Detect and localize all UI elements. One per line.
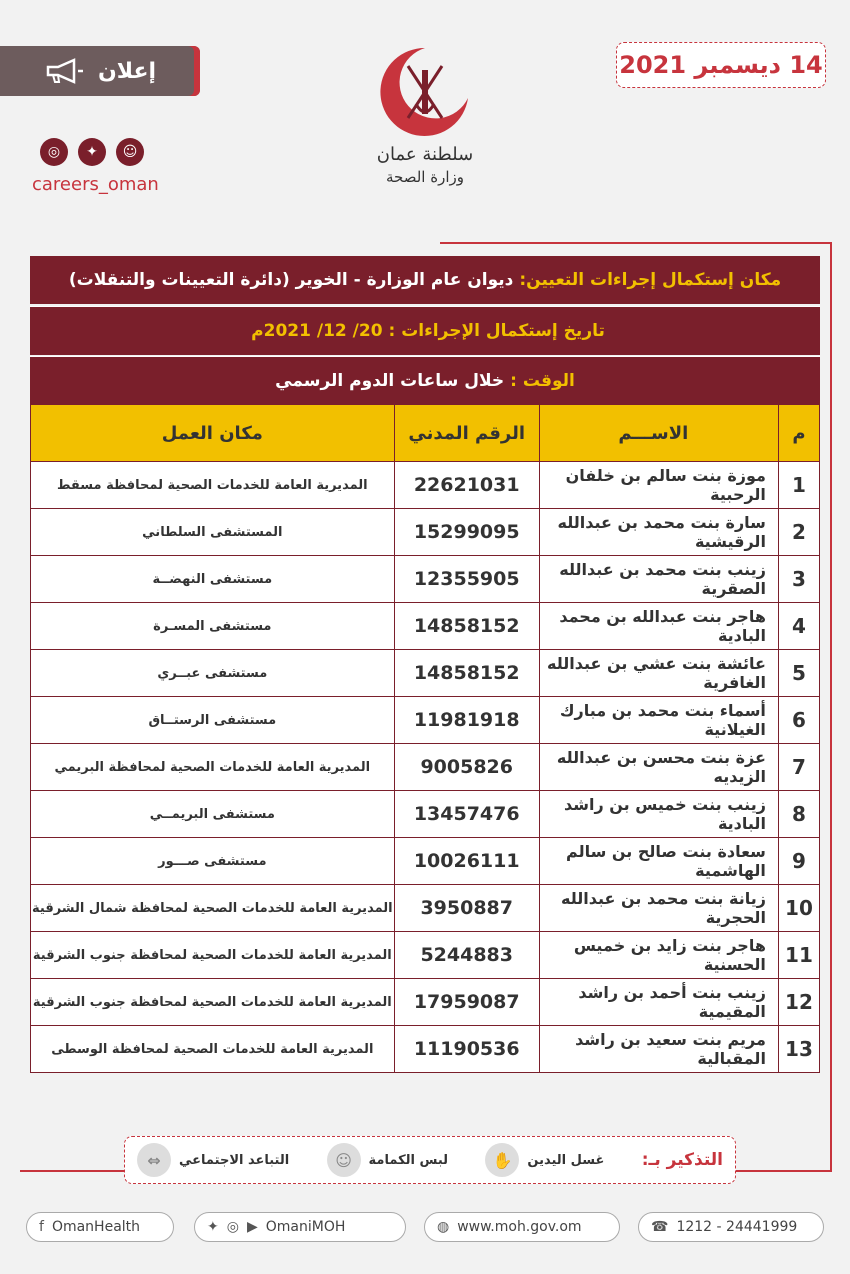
row-name: زينب بنت أحمد بن راشد المقيمية bbox=[539, 979, 778, 1026]
place-bar bbox=[30, 256, 820, 304]
row-civil-id: 11981918 bbox=[394, 697, 539, 744]
footer-phone[interactable] bbox=[638, 1212, 824, 1242]
appointees-table bbox=[30, 404, 820, 1073]
footer-facebook[interactable] bbox=[26, 1212, 174, 1242]
time-label: الوقت : bbox=[510, 371, 575, 391]
table-row bbox=[31, 650, 820, 697]
row-workplace: مستشفى البريمــي bbox=[31, 791, 395, 838]
col-header-civil-id: الرقم المدني bbox=[394, 405, 539, 462]
row-civil-id: 22621031 bbox=[394, 462, 539, 509]
reminder-distancing-label: التباعد الاجتماعي bbox=[179, 1152, 290, 1168]
row-civil-id: 11190536 bbox=[394, 1026, 539, 1073]
place-value: ديوان عام الوزارة - الخوير (دائرة التعيينات والتنقلات) bbox=[68, 270, 514, 290]
row-name: زيانة بنت محمد بن عبدالله الحجرية bbox=[539, 885, 778, 932]
place-label: مكان إستكمال إجراءات التعيين: bbox=[519, 270, 782, 290]
row-civil-id: 9005826 bbox=[394, 744, 539, 791]
row-civil-id: 3950887 bbox=[394, 885, 539, 932]
table-header-row bbox=[31, 405, 820, 462]
social-handle[interactable]: careers_oman bbox=[32, 174, 159, 195]
table-row bbox=[31, 462, 820, 509]
phone-number: 1212 - 24441999 bbox=[676, 1219, 798, 1235]
row-number: 7 bbox=[778, 744, 819, 791]
globe-icon: ◍ bbox=[437, 1219, 450, 1235]
table-row bbox=[31, 1026, 820, 1073]
announcement-badge bbox=[0, 46, 200, 96]
col-header-workplace: مكان العمل bbox=[31, 405, 395, 462]
row-number: 2 bbox=[778, 509, 819, 556]
row-workplace: المديرية العامة للخدمات الصحية لمحافظة جنوب الشرقية bbox=[31, 979, 395, 1026]
logo-text-ministry: وزارة الصحة bbox=[386, 168, 464, 186]
row-name: مريم بنت سعيد بن راشد المقبالية bbox=[539, 1026, 778, 1073]
row-workplace: المديرية العامة للخدمات الصحية لمحافظة الوسطى bbox=[31, 1026, 395, 1073]
row-civil-id: 10026111 bbox=[394, 838, 539, 885]
reminder-handwashing bbox=[485, 1143, 604, 1177]
row-name: زينب بنت خميس بن راشد البادية bbox=[539, 791, 778, 838]
logo-text-oman: سلطنة عمان bbox=[376, 144, 474, 165]
facebook-handle: OmanHealth bbox=[51, 1219, 141, 1235]
procedure-date: تاريخ إستكمال الإجراءات : 20/ 12/ 2021م bbox=[251, 321, 605, 341]
reminder-handwashing-label: غسل اليدين bbox=[527, 1152, 605, 1168]
row-workplace: المديرية العامة للخدمات الصحية لمحافظة مسقط bbox=[31, 462, 395, 509]
table-row bbox=[31, 838, 820, 885]
row-name: أسماء بنت محمد بن مبارك الغيلانية bbox=[539, 697, 778, 744]
col-header-name: الاســـم bbox=[539, 405, 778, 462]
row-number: 11 bbox=[778, 932, 819, 979]
table-row bbox=[31, 885, 820, 932]
row-civil-id: 14858152 bbox=[394, 650, 539, 697]
reminder-mask bbox=[327, 1143, 449, 1177]
row-workplace: المديرية العامة للخدمات الصحية لمحافظة شمال الشرقية bbox=[31, 885, 395, 932]
youtube-icon: ▶ bbox=[246, 1219, 258, 1235]
facebook-icon: f bbox=[39, 1219, 44, 1235]
frame-line-top bbox=[440, 242, 830, 244]
twitter-icon: ✦ bbox=[207, 1219, 219, 1235]
row-name: هاجر بنت عبدالله بن محمد البادية bbox=[539, 603, 778, 650]
row-civil-id: 15299095 bbox=[394, 509, 539, 556]
website-url: www.moh.gov.om bbox=[457, 1219, 582, 1235]
table-row bbox=[31, 791, 820, 838]
row-number: 8 bbox=[778, 791, 819, 838]
row-name: هاجر بنت زايد بن خميس الحسنية bbox=[539, 932, 778, 979]
row-workplace: مستشفى النهضــة bbox=[31, 556, 395, 603]
instagram-icon: ◎ bbox=[226, 1219, 239, 1235]
row-name: عائشة بنت عشي بن عبدالله الغافرية bbox=[539, 650, 778, 697]
time-bar bbox=[30, 356, 820, 405]
row-name: موزة بنت سالم بن خلفان الرحبية bbox=[539, 462, 778, 509]
announcement-label: إعلان bbox=[97, 58, 157, 84]
row-workplace: المستشفى السلطاني bbox=[31, 509, 395, 556]
table-row bbox=[31, 556, 820, 603]
row-civil-id: 12355905 bbox=[394, 556, 539, 603]
megaphone-icon bbox=[44, 58, 84, 84]
table-row bbox=[31, 744, 820, 791]
row-workplace: مستشفى المسـرة bbox=[31, 603, 395, 650]
row-civil-id: 14858152 bbox=[394, 603, 539, 650]
row-civil-id: 5244883 bbox=[394, 932, 539, 979]
reminder-lead: التذكير بـ: bbox=[641, 1150, 723, 1170]
row-civil-id: 13457476 bbox=[394, 791, 539, 838]
row-number: 12 bbox=[778, 979, 819, 1026]
time-value: خلال ساعات الدوم الرسمي bbox=[275, 371, 505, 391]
date-badge: 14 ديسمبر 2021 bbox=[616, 42, 826, 88]
table-row bbox=[31, 603, 820, 650]
ministry-logo bbox=[350, 40, 500, 200]
footer-moh-social[interactable] bbox=[194, 1212, 406, 1242]
table-row bbox=[31, 697, 820, 744]
row-number: 10 bbox=[778, 885, 819, 932]
row-number: 6 bbox=[778, 697, 819, 744]
row-number: 5 bbox=[778, 650, 819, 697]
snapchat-icon[interactable]: ☺ bbox=[116, 138, 144, 166]
row-name: سارة بنت محمد بن عبدالله الرقيشية bbox=[539, 509, 778, 556]
footer-website[interactable] bbox=[424, 1212, 620, 1242]
phone-icon: ☎ bbox=[651, 1219, 669, 1235]
row-number: 3 bbox=[778, 556, 819, 603]
frame-line-right bbox=[830, 242, 832, 1172]
row-workplace: المديرية العامة للخدمات الصحية لمحافظة البريمي bbox=[31, 744, 395, 791]
table-row bbox=[31, 509, 820, 556]
row-number: 4 bbox=[778, 603, 819, 650]
twitter-icon[interactable]: ✦ bbox=[78, 138, 106, 166]
reminder-box bbox=[124, 1136, 736, 1184]
row-workplace: المديرية العامة للخدمات الصحية لمحافظة جنوب الشرقية bbox=[31, 932, 395, 979]
table-row bbox=[31, 932, 820, 979]
row-number: 1 bbox=[778, 462, 819, 509]
table-body bbox=[31, 462, 820, 1073]
handwashing-icon: ✋ bbox=[485, 1143, 519, 1177]
row-number: 9 bbox=[778, 838, 819, 885]
social-icons bbox=[40, 138, 144, 166]
row-civil-id: 17959087 bbox=[394, 979, 539, 1026]
social-distancing-icon: ⇔ bbox=[137, 1143, 171, 1177]
date-bar bbox=[30, 306, 820, 355]
row-workplace: مستشفى صـــور bbox=[31, 838, 395, 885]
face-mask-icon: ☺ bbox=[327, 1143, 361, 1177]
row-workplace: مستشفى الرستــاق bbox=[31, 697, 395, 744]
row-name: سعادة بنت صالح بن سالم الهاشمية bbox=[539, 838, 778, 885]
moh-handle: OmaniMOH bbox=[265, 1219, 346, 1235]
table-row bbox=[31, 979, 820, 1026]
col-header-number: م bbox=[778, 405, 819, 462]
reminder-distancing bbox=[137, 1143, 289, 1177]
instagram-icon[interactable]: ◎ bbox=[40, 138, 68, 166]
row-name: عزة بنت محسن بن عبدالله الزيديه bbox=[539, 744, 778, 791]
crescent-emblem-icon bbox=[350, 40, 500, 140]
row-number: 13 bbox=[778, 1026, 819, 1073]
row-workplace: مستشفى عبــري bbox=[31, 650, 395, 697]
row-name: زينب بنت محمد بن عبدالله الصقرية bbox=[539, 556, 778, 603]
reminder-mask-label: لبس الكمامة bbox=[368, 1152, 449, 1168]
